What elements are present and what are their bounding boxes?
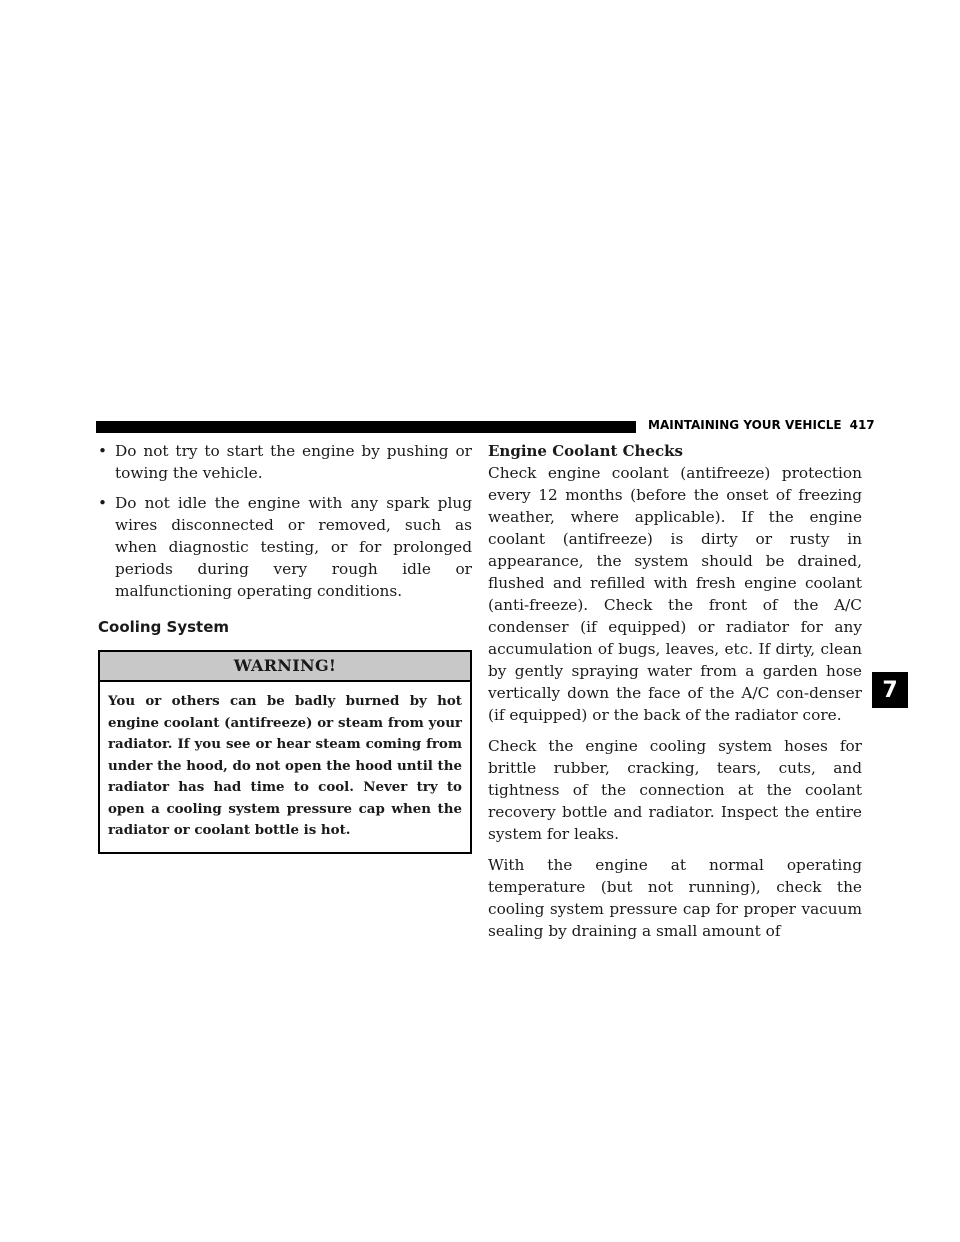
bullet-text: Do not idle the engine with any spark plug wires disconnected or removed, such as when diagnostic testing, or for prolonged periods during very rough idle or malfunctioning operating conditions.	[115, 494, 472, 600]
warning-title: WARNING!	[100, 652, 470, 682]
header-bar	[96, 421, 636, 433]
bullet-text: Do not try to start the engine by pushing or towing the vehicle.	[115, 442, 472, 482]
chapter-tab: 7	[872, 672, 908, 708]
header-section-title: MAINTAINING YOUR VEHICLE	[648, 418, 842, 432]
paragraph: With the engine at normal operating temperature (but not running), check the cooling system pressure cap for proper vacuum sealing by draining a small amount of	[488, 856, 862, 940]
paragraph: Check engine coolant (antifreeze) protection every 12 months (before the onset of freezing weather, where applicable). If the engine coolant (antifreeze) is dirty or rusty in appearance, the system should be drained, flushed and refilled with fresh engine coolant (anti-freeze). Check the front of the A/C condenser (if equipped) or radiator for any accumulation of bugs, leaves, etc. If dirty, clean by gently spraying water from a garden hose vertically down the face of the A/C con-denser (if equipped) or the back of the radiator core.	[488, 464, 862, 724]
paragraph: Check the engine cooling system hoses for brittle rubber, cracking, tears, cuts, and tightness of the connection at the coolant recovery bottle and radiator. Inspect the entire system for leaks.	[488, 737, 862, 843]
bullet-item	[98, 492, 472, 602]
page-number: 417	[849, 418, 875, 432]
subsection-title: Engine Coolant Checks	[488, 442, 683, 460]
section-title: Cooling System	[98, 618, 230, 636]
right-column	[488, 440, 862, 951]
running-header	[648, 418, 875, 432]
warning-text: You or others can be badly burned by hot engine coolant (antifreeze) or steam from your radiator. If you see or hear steam coming from under the hood, do not open the hood until the radiator has had time to cool. Never try to open a cooling system pressure cap when the radiator or coolant bottle is hot.	[108, 693, 462, 838]
warning-box	[98, 650, 472, 854]
bullet-symbol: •	[98, 442, 108, 460]
bullet-item	[98, 440, 472, 484]
left-column	[98, 440, 472, 854]
bullet-symbol: •	[98, 494, 108, 512]
